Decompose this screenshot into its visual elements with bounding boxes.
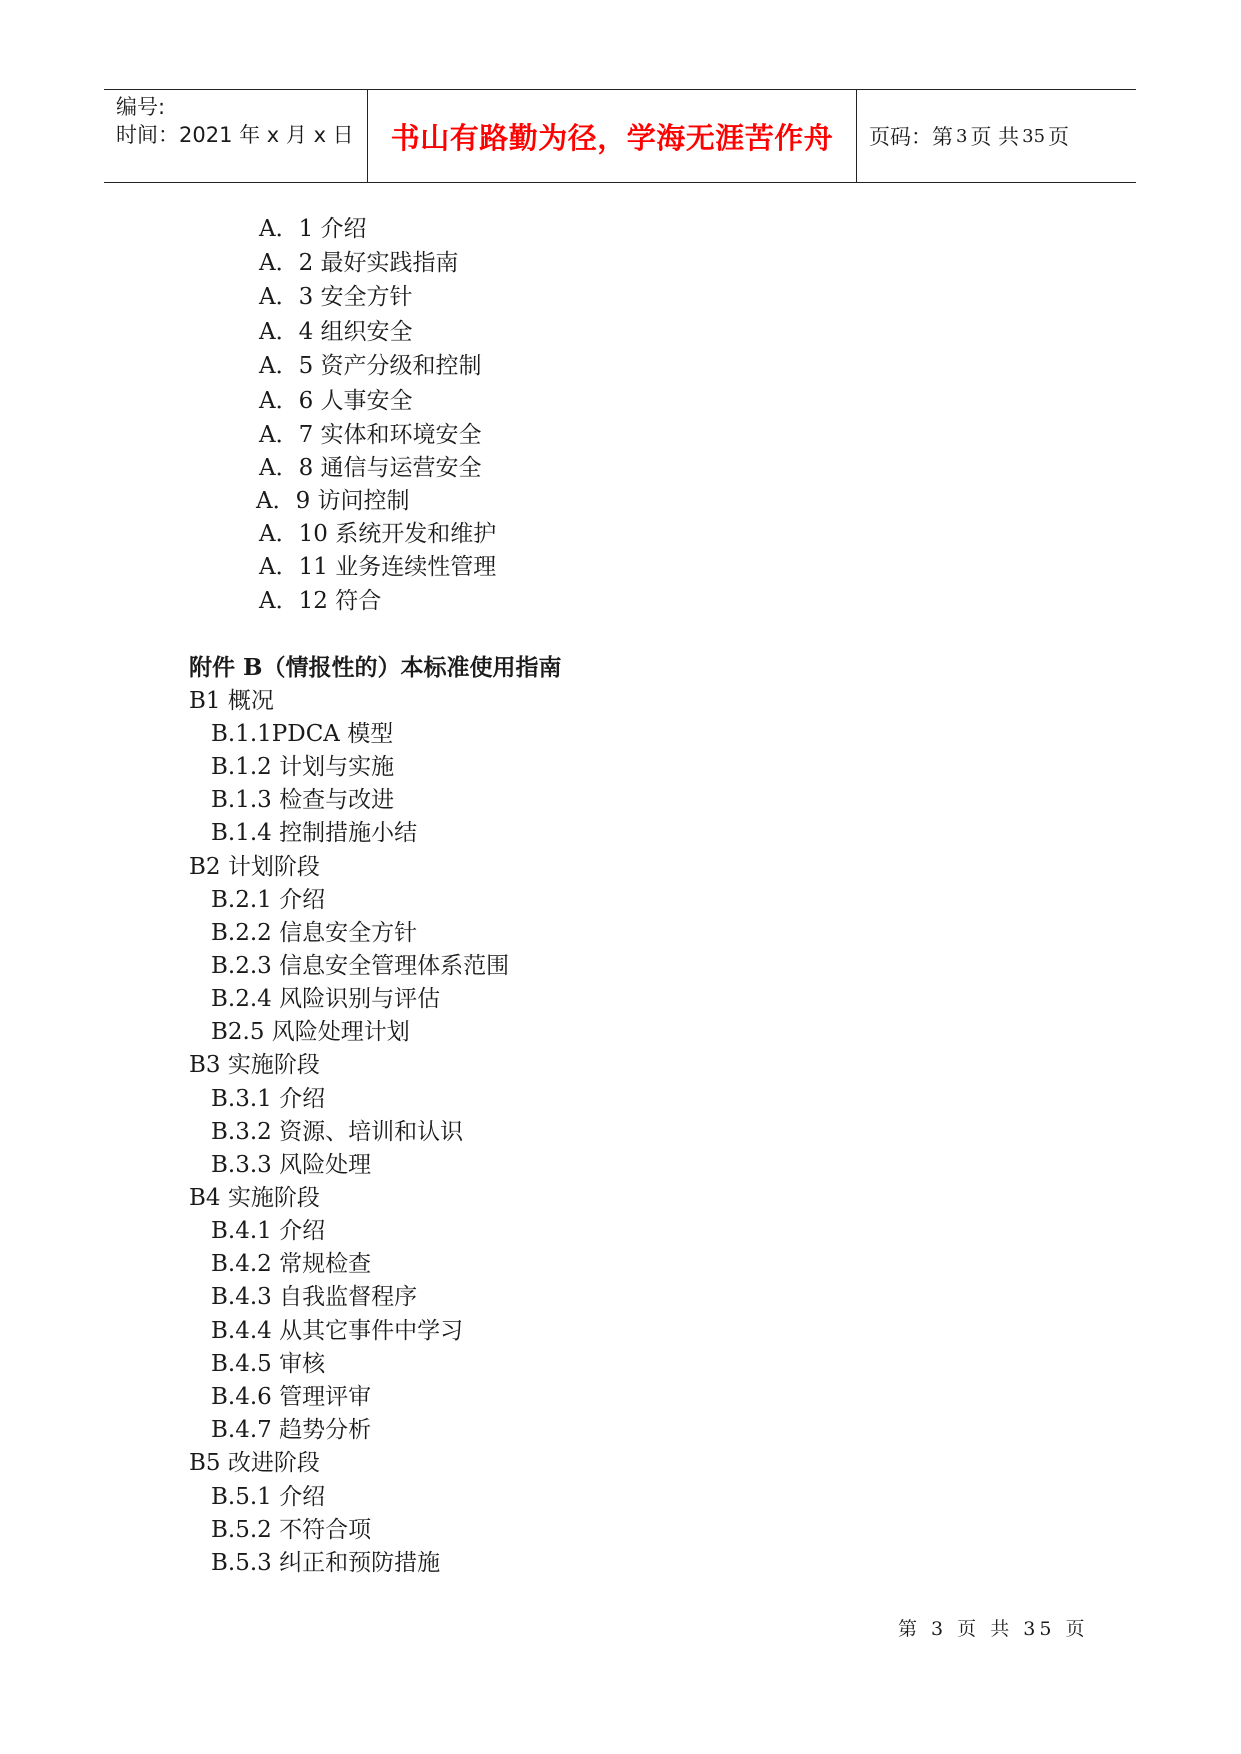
toc-item-a4: A．4 组织安全 xyxy=(259,319,413,345)
page-header xyxy=(104,89,1136,183)
toc-item-b53: B.5.3 纠正和预防措施 xyxy=(211,1550,441,1576)
toc-item-b44: B.4.4 从其它事件中学习 xyxy=(211,1318,464,1344)
toc-section-b5: B5 改进阶段 xyxy=(189,1450,320,1476)
toc-item-a11: A．11 业务连续性管理 xyxy=(259,554,497,580)
toc-item-a1: A．1 介绍 xyxy=(259,216,367,242)
toc-section-b4: B4 实施阶段 xyxy=(189,1185,320,1211)
toc-section-b2: B2 计划阶段 xyxy=(189,854,320,880)
page-suffix: 页 xyxy=(1048,125,1070,149)
header-page-info xyxy=(857,90,1136,182)
toc-item-b31: B.3.1 介绍 xyxy=(211,1086,326,1112)
toc-item-a12: A．12 符合 xyxy=(259,588,382,614)
page-mid: 页 共 xyxy=(970,125,1020,149)
toc-item-a9: A．9 访问控制 xyxy=(256,488,410,514)
toc-item-a10: A．10 系统开发和维护 xyxy=(259,521,497,547)
toc-item-b42: B.4.2 常规检查 xyxy=(211,1251,372,1277)
toc-item-b43: B.4.3 自我监督程序 xyxy=(211,1284,418,1310)
toc-item-b52: B.5.2 不符合项 xyxy=(211,1517,372,1543)
toc-item-b25: B2.5 风险处理计划 xyxy=(211,1019,410,1045)
toc-item-a8: A．8 通信与运营安全 xyxy=(259,455,482,481)
toc-item-b46: B.4.6 管理评审 xyxy=(211,1384,372,1410)
toc-item-a7: A．7 实体和环境安全 xyxy=(259,422,482,448)
toc-item-b22: B.2.2 信息安全方针 xyxy=(211,920,418,946)
toc-item-b21: B.2.1 介绍 xyxy=(211,887,326,913)
time-label: 时间：2021 年 x 月 x 日 xyxy=(116,123,354,147)
toc-section-b1: B1 概况 xyxy=(189,688,274,714)
header-motto: 书山有路勤为径，学海无涯苦作舟 xyxy=(368,90,857,182)
page-footer: 第 3 页 共 35 页 xyxy=(898,1618,1089,1640)
toc-item-b45: B.4.5 审核 xyxy=(211,1351,326,1377)
toc-item-b32: B.3.2 资源、培训和认识 xyxy=(211,1119,464,1145)
header-meta xyxy=(104,90,368,182)
toc-item-a5: A．5 资产分级和控制 xyxy=(259,353,482,379)
page-current: 3 xyxy=(956,125,968,147)
toc-section-b3: B3 实施阶段 xyxy=(189,1052,320,1078)
toc-item-b11: B.1.1PDCA 模型 xyxy=(211,721,394,747)
page-total: 35 xyxy=(1022,125,1046,147)
toc-item-a2: A．2 最好实践指南 xyxy=(259,250,459,276)
doc-number-label: 编号: xyxy=(116,95,166,119)
toc-item-b47: B.4.7 趋势分析 xyxy=(211,1417,372,1443)
toc-item-b33: B.3.3 风险处理 xyxy=(211,1152,372,1178)
toc-item-a3: A．3 安全方针 xyxy=(259,284,413,310)
toc-item-b14: B.1.4 控制措施小结 xyxy=(211,820,418,846)
page-prefix: 页码：第 xyxy=(869,125,953,149)
toc-item-b51: B.5.1 介绍 xyxy=(211,1484,326,1510)
toc-item-b23: B.2.3 信息安全管理体系范围 xyxy=(211,953,510,979)
toc-item-a6: A．6 人事安全 xyxy=(259,388,413,414)
annex-b-title: 附件 B（情报性的）本标准使用指南 xyxy=(189,654,562,681)
toc-item-b24: B.2.4 风险识别与评估 xyxy=(211,986,441,1012)
toc-item-b13: B.1.3 检查与改进 xyxy=(211,787,395,813)
toc-item-b12: B.1.2 计划与实施 xyxy=(211,754,395,780)
toc-item-b41: B.4.1 介绍 xyxy=(211,1218,326,1244)
